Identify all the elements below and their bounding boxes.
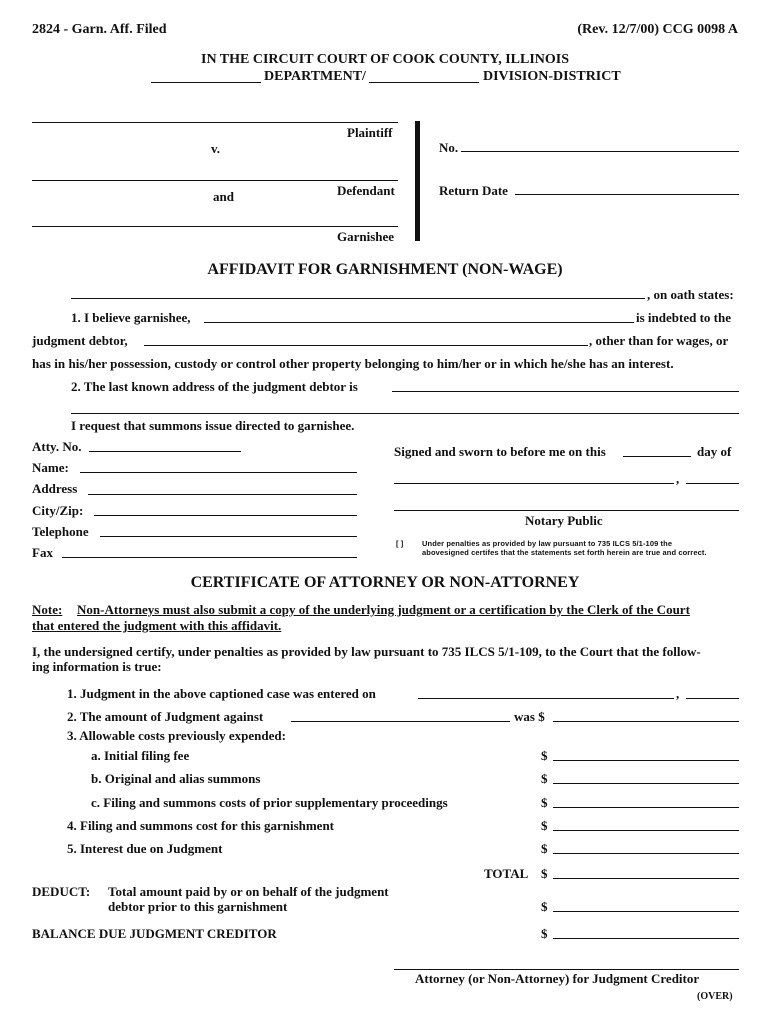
name-field[interactable] (80, 472, 357, 473)
and-label: and (213, 189, 234, 204)
item-3-label: 3. Allowable costs previously expended: (67, 728, 286, 743)
on-oath-text: , on oath states: (647, 287, 734, 302)
total-dollar: $ (541, 866, 548, 881)
balance-field[interactable] (553, 938, 739, 939)
day-field[interactable] (623, 456, 691, 457)
judgment-against-field[interactable] (291, 721, 510, 722)
paragraph-1-start: 1. I believe garnishee, (71, 310, 191, 325)
plaintiff-label: Plaintiff (347, 125, 393, 140)
signed-sworn-text: Signed and sworn to before me on this (394, 444, 606, 459)
date-comma: , (676, 471, 680, 486)
versus-label: v. (211, 141, 221, 156)
paragraph-1-end: is indebted to the (636, 310, 731, 325)
item-4-label: 4. Filing and summons cost for this garnishment (67, 818, 335, 833)
note-text-1: Non-Attorneys must also submit a copy of the underlying judgment or a certification by the Clerk of the Court (77, 602, 690, 617)
garnishee-name-field[interactable] (204, 322, 634, 323)
atty-no-field[interactable] (89, 451, 241, 452)
judgment-debtor-field[interactable] (144, 345, 588, 346)
address-field[interactable] (88, 494, 357, 495)
note-label: Note: (32, 602, 63, 617)
return-date-label: Return Date (439, 183, 508, 198)
item-3c-label: c. Filing and summons costs of prior supplementary proceedings (91, 795, 448, 810)
penalty-text-2: abovesigned certifes that the statements set forth herein are true and correct. (422, 548, 707, 557)
judgment-amount-field[interactable] (553, 721, 739, 722)
plaintiff-field[interactable] (32, 122, 398, 123)
debtor-address-field[interactable] (392, 391, 739, 392)
certificate-title: CERTIFICATE OF ATTORNEY OR NON-ATTORNEY (190, 574, 580, 591)
affiant-field[interactable] (71, 298, 645, 299)
year-field[interactable] (686, 483, 739, 484)
affidavit-title: AFFIDAVIT FOR GARNISHMENT (NON-WAGE) (207, 261, 563, 278)
notary-public-label: Notary Public (525, 513, 603, 528)
item-5-dollar: $ (541, 841, 548, 856)
telephone-label: Telephone (32, 524, 89, 539)
garnishee-field[interactable] (32, 226, 398, 227)
certify-text-2: ing information is true: (32, 659, 162, 674)
other-than-wages-text: , other than for wages, or (589, 333, 729, 348)
deduct-label: DEDUCT: (32, 884, 91, 899)
form-id: 2824 - Garn. Aff. Filed (32, 22, 167, 37)
case-number-label: No. (439, 140, 459, 155)
over-label: (OVER) (697, 991, 733, 1002)
alias-summons-field[interactable] (553, 783, 739, 784)
penalty-text-1: Under penalties as provided by law pursuant to 735 ILCS 5/1-109 the (422, 539, 673, 548)
garnishment-cost-field[interactable] (553, 830, 739, 831)
interest-field[interactable] (553, 853, 739, 854)
deduct-field[interactable] (553, 911, 739, 912)
debtor-address-field-2[interactable] (71, 413, 739, 414)
fax-label: Fax (32, 545, 53, 560)
item-3a-label: a. Initial filing fee (91, 748, 190, 763)
atty-no-label: Atty. No. (32, 439, 82, 454)
attorney-signature-field[interactable] (394, 969, 739, 970)
summons-request: I request that summons issue directed to garnishee. (71, 418, 355, 433)
address-label: Address (32, 481, 78, 496)
form-revision: (Rev. 12/7/00) CCG 0098 A (577, 22, 738, 37)
judgment-year-field[interactable] (686, 698, 739, 699)
city-zip-field[interactable] (94, 515, 357, 516)
item-3b-dollar: $ (541, 771, 548, 786)
balance-label: BALANCE DUE JUDGMENT CREDITOR (32, 926, 277, 941)
month-field[interactable] (394, 483, 674, 484)
prior-proceedings-field[interactable] (553, 807, 739, 808)
item-1-comma: , (676, 686, 680, 701)
penalty-checkbox[interactable]: [ ] (396, 539, 404, 548)
city-zip-label: City/Zip: (32, 503, 84, 518)
name-label: Name: (32, 460, 69, 475)
case-number-field[interactable] (461, 151, 739, 152)
item-3c-dollar: $ (541, 795, 548, 810)
deduct-text-2: debtor prior to this garnishment (108, 899, 288, 914)
fax-field[interactable] (62, 557, 357, 558)
initial-filing-fee-field[interactable] (553, 760, 739, 761)
possession-text: has in his/her possession, custody or control other property belonging to him/her or in which he/she has an interest. (32, 356, 674, 371)
item-3b-label: b. Original and alias summons (91, 771, 261, 786)
item-2-was: was $ (514, 709, 545, 724)
item-5-label: 5. Interest due on Judgment (67, 841, 223, 856)
court-title: IN THE CIRCUIT COURT OF COOK COUNTY, ILLINOIS (201, 52, 569, 67)
caption-divider (415, 121, 420, 241)
signature-caption: Attorney (or Non-Attorney) for Judgment Creditor (415, 971, 700, 986)
defendant-label: Defendant (337, 183, 395, 198)
total-field[interactable] (553, 878, 739, 879)
division-field[interactable] (369, 82, 479, 83)
department-label: DEPARTMENT/ (264, 69, 366, 84)
paragraph-2-text: 2. The last known address of the judgment debtor is (71, 379, 358, 394)
department-field[interactable] (151, 82, 261, 83)
total-label: TOTAL (484, 866, 529, 881)
item-3a-dollar: $ (541, 748, 548, 763)
certify-text-1: I, the undersigned certify, under penalties as provided by law pursuant to 735 ILCS 5/1-109, to the Court that the follow- (32, 644, 701, 659)
telephone-field[interactable] (100, 536, 357, 537)
defendant-field[interactable] (32, 180, 398, 181)
return-date-field[interactable] (515, 194, 739, 195)
deduct-dollar: $ (541, 899, 548, 914)
judgment-debtor-label: judgment debtor, (32, 333, 128, 348)
notary-signature-field[interactable] (394, 510, 739, 511)
judgment-date-field[interactable] (418, 698, 674, 699)
item-2-label: 2. The amount of Judgment against (67, 709, 264, 724)
deduct-text-1: Total amount paid by or on behalf of the judgment (108, 884, 389, 899)
division-label: DIVISION-DISTRICT (483, 69, 621, 84)
item-4-dollar: $ (541, 818, 548, 833)
note-text-2: that entered the judgment with this affidavit. (32, 618, 282, 633)
day-of-text: day of (697, 444, 732, 459)
garnishee-label: Garnishee (337, 229, 395, 244)
balance-dollar: $ (541, 926, 548, 941)
item-1-label: 1. Judgment in the above captioned case was entered on (67, 686, 376, 701)
